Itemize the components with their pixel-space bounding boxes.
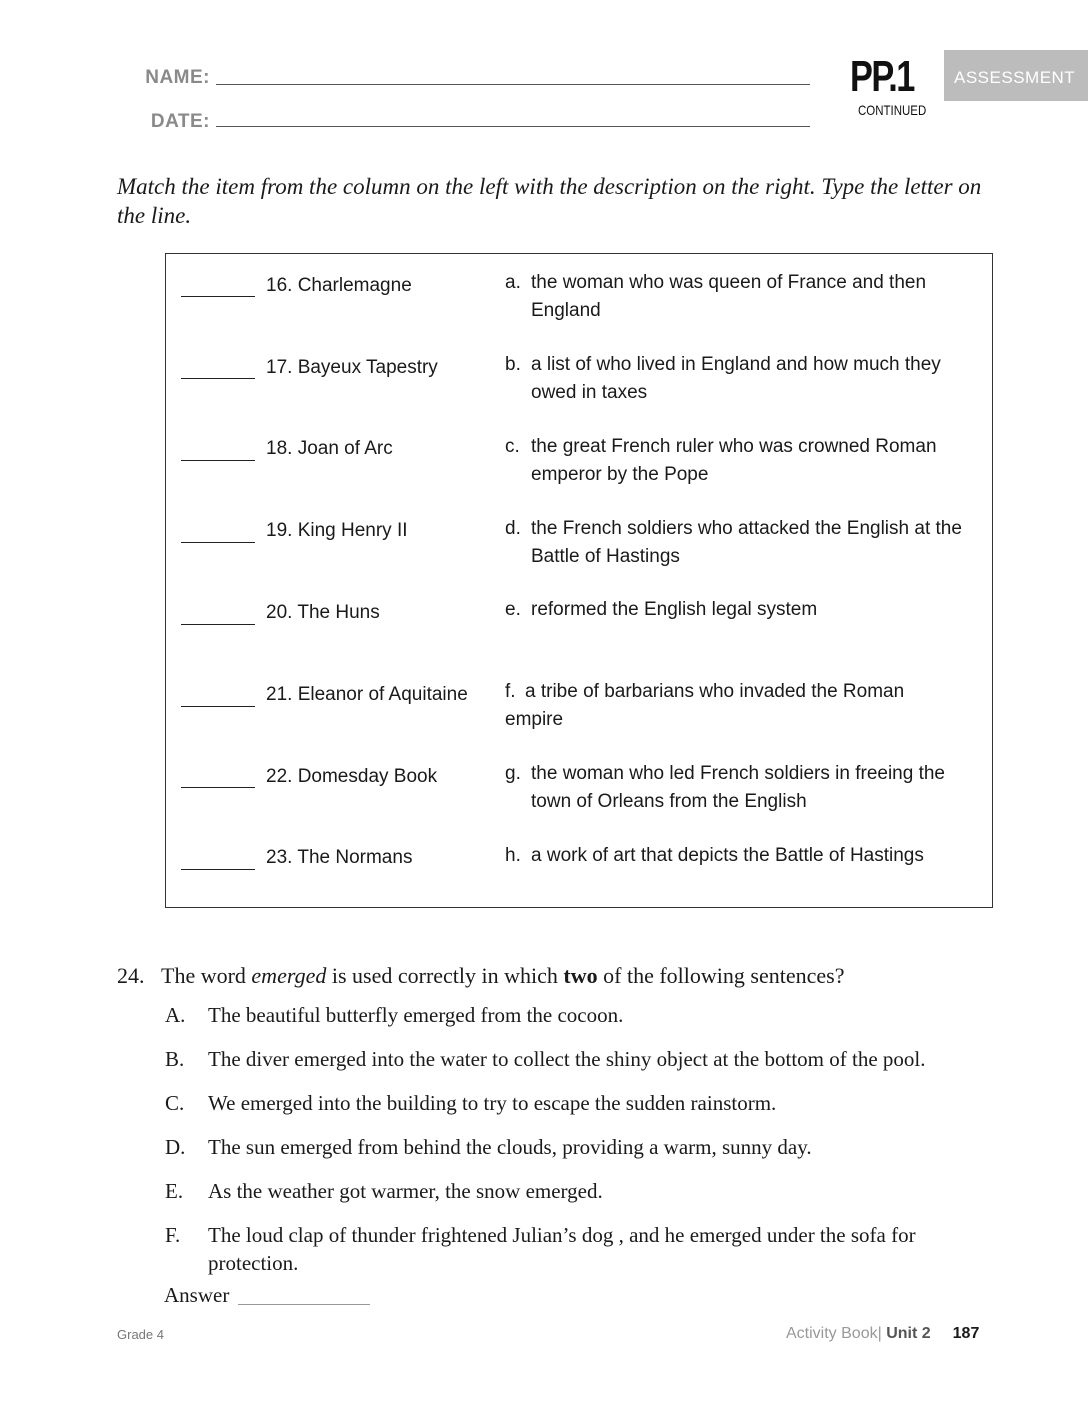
question-emphasis: emerged xyxy=(251,963,327,988)
description-letter: c. xyxy=(505,436,520,457)
footer-book-info xyxy=(786,1325,979,1343)
description-a xyxy=(505,269,985,325)
description-text: the woman who led French soldiers in freeing the xyxy=(531,763,946,784)
question-text-start: The word xyxy=(161,963,252,988)
description-b xyxy=(505,351,985,407)
footer-unit: Unit 2 xyxy=(886,1325,931,1342)
description-text: a list of who lived in England and how much they xyxy=(531,354,941,375)
option-letter-e: E. xyxy=(165,1179,184,1203)
description-letter: d. xyxy=(505,518,521,539)
description-letter: g. xyxy=(505,763,521,784)
assessment-code-subtitle: CONTINUED xyxy=(858,102,927,118)
footer-separator: | xyxy=(877,1325,882,1342)
option-letter-d: D. xyxy=(165,1135,186,1159)
name-field[interactable] xyxy=(216,84,810,85)
item-18: 18. Joan of Arc xyxy=(266,438,393,459)
description-text-cont: emperor by the Pope xyxy=(531,464,709,485)
name-label: NAME: xyxy=(145,67,210,88)
description-text: a work of art that depicts the Battle of Hastings xyxy=(531,845,924,866)
answer-label: Answer xyxy=(164,1283,230,1307)
answer-blank-17[interactable] xyxy=(181,378,255,379)
option-d[interactable]: The sun emerged from behind the clouds, providing a warm, sunny day. xyxy=(208,1135,812,1159)
answer-blank-23[interactable] xyxy=(181,869,255,870)
description-text-cont: England xyxy=(531,300,601,321)
answer-blank-21[interactable] xyxy=(181,706,255,707)
description-e xyxy=(505,596,985,624)
question-number: 24. xyxy=(117,963,145,988)
description-letter: b. xyxy=(505,354,521,375)
footer-book: Activity Book xyxy=(786,1325,878,1342)
option-c[interactable]: We emerged into the building to try to escape the sudden rainstorm. xyxy=(208,1091,777,1115)
description-letter: e. xyxy=(505,599,521,620)
question-24 xyxy=(117,963,844,989)
description-text-cont: town of Orleans from the English xyxy=(531,791,807,812)
footer-grade: Grade 4 xyxy=(117,1327,164,1342)
item-17: 17. Bayeux Tapestry xyxy=(266,357,438,378)
description-h xyxy=(505,842,985,870)
item-20: 20. The Huns xyxy=(266,602,380,623)
page-number: 187 xyxy=(952,1325,980,1342)
description-text: reformed the English legal system xyxy=(531,599,818,620)
description-letter: h. xyxy=(505,845,521,866)
date-label: DATE: xyxy=(150,111,210,132)
assessment-code: PP.1 xyxy=(850,52,914,101)
instructions: Match the item from the column on the left with the description on the right. Type the letter on the line. xyxy=(117,174,982,228)
option-a[interactable]: The beautiful butterfly emerged from the cocoon. xyxy=(208,1003,624,1027)
description-text: a tribe of barbarians who invaded the Roman xyxy=(525,681,905,702)
option-e[interactable]: As the weather got warmer, the snow emerged. xyxy=(208,1179,603,1203)
item-21: 21. Eleanor of Aquitaine xyxy=(266,684,468,705)
description-letter: a. xyxy=(505,272,521,293)
item-19: 19. King Henry II xyxy=(266,520,408,541)
answer-field[interactable] xyxy=(238,1304,370,1305)
date-field[interactable] xyxy=(216,126,810,127)
description-text: the great French ruler who was crowned Roman xyxy=(531,436,937,457)
option-letter-a: A. xyxy=(165,1003,186,1027)
answer-blank-22[interactable] xyxy=(181,787,255,788)
description-text: the woman who was queen of France and then xyxy=(531,272,927,293)
description-g xyxy=(505,760,985,816)
description-c xyxy=(505,433,985,489)
option-letter-c: C. xyxy=(165,1091,185,1115)
description-text: the French soldiers who attacked the English at the xyxy=(531,518,962,539)
description-text-cont: Battle of Hastings xyxy=(531,546,680,567)
option-letter-b: B. xyxy=(165,1047,185,1071)
option-letter-f: F. xyxy=(165,1223,181,1247)
answer-blank-20[interactable] xyxy=(181,624,255,625)
answer-blank-16[interactable] xyxy=(181,296,255,297)
description-text-cont: owed in taxes xyxy=(531,382,648,403)
item-23: 23. The Normans xyxy=(266,847,413,868)
question-text-middle: is used correctly in which xyxy=(326,963,564,988)
description-text-cont: empire xyxy=(505,709,564,730)
option-f[interactable]: The loud clap of thunder frightened Julian’s dog , and he emerged under the sofa for protection. xyxy=(208,1223,916,1275)
description-letter: f. xyxy=(505,681,516,702)
item-22: 22. Domesday Book xyxy=(266,766,438,787)
question-bold: two xyxy=(563,963,598,988)
item-16: 16. Charlemagne xyxy=(266,275,412,296)
answer-blank-19[interactable] xyxy=(181,542,255,543)
question-text-end: of the following sentences? xyxy=(597,963,845,988)
description-d xyxy=(505,515,985,571)
assessment-tag: ASSESSMENT xyxy=(944,50,1088,101)
option-b[interactable]: The diver emerged into the water to collect the shiny object at the bottom of the pool. xyxy=(208,1047,926,1071)
description-f xyxy=(505,678,985,734)
answer-blank-18[interactable] xyxy=(181,460,255,461)
